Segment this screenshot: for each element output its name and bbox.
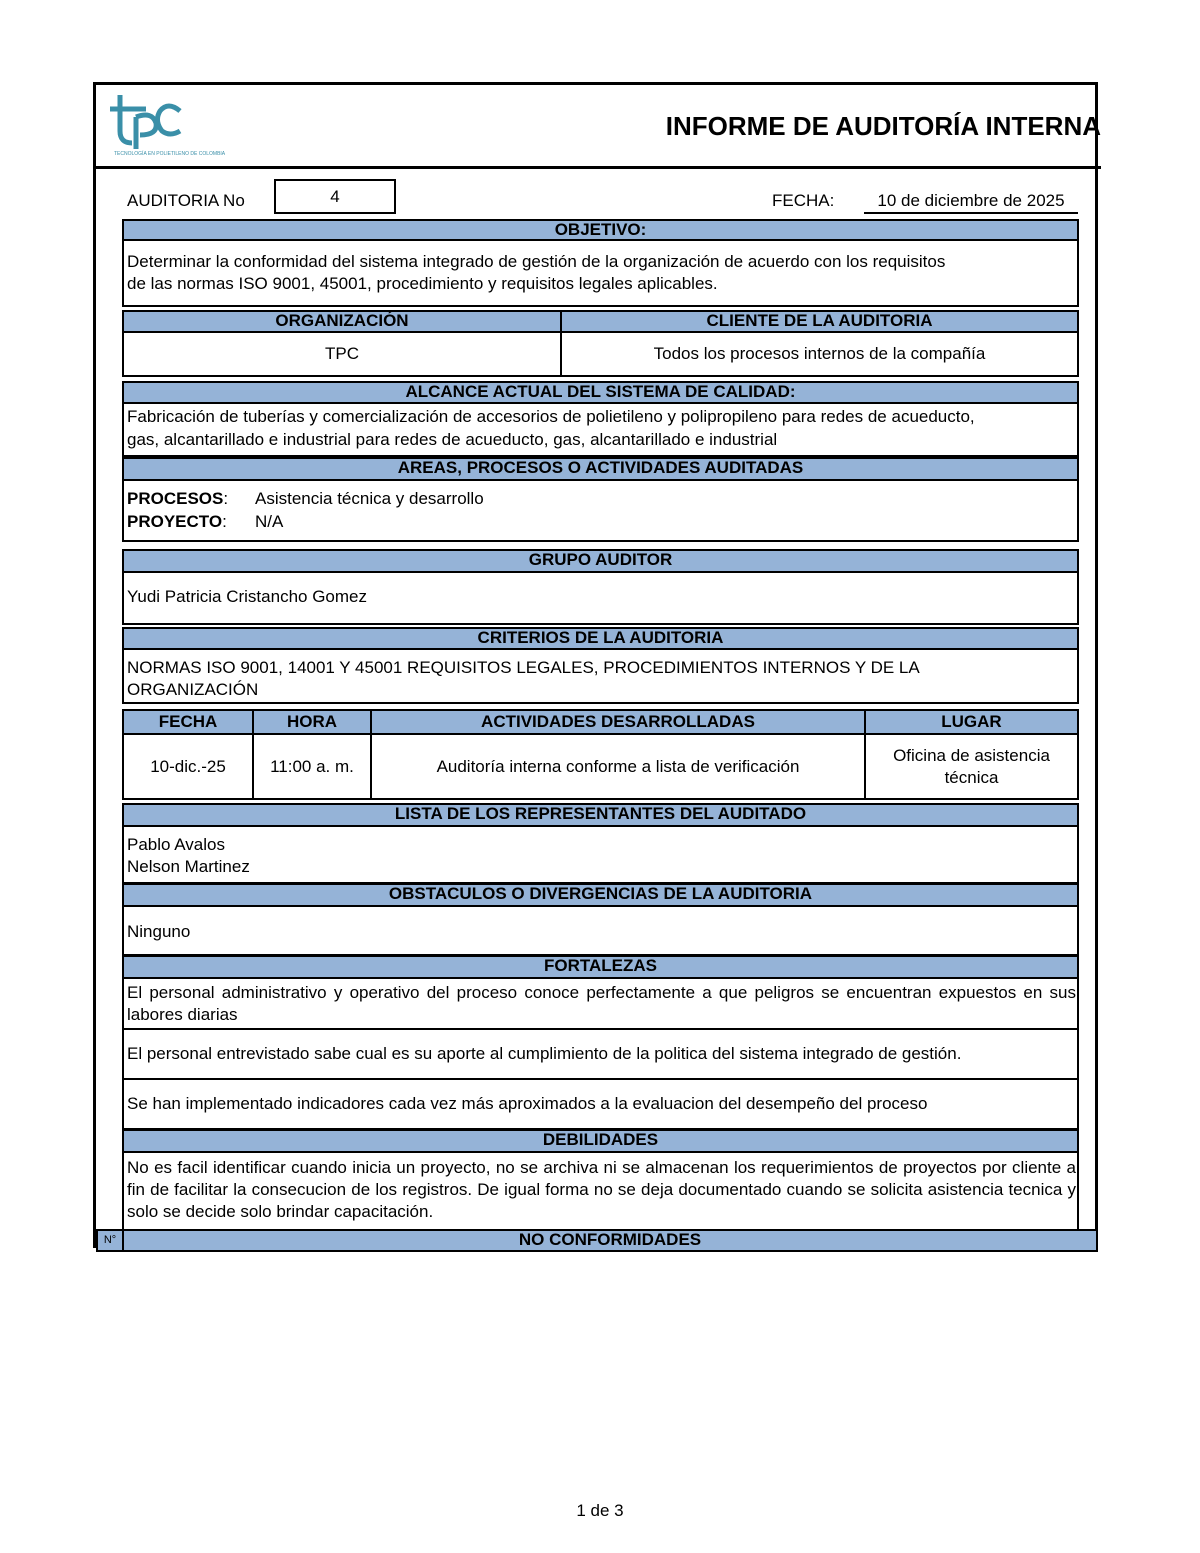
scope-line-1: Fabricación de tuberías y comercialización de accesorios de polietileno y polipropileno para redes de acueducto,: [127, 407, 975, 426]
representatives-box: [122, 825, 1079, 884]
representative-name: Pablo Avalos: [127, 835, 225, 854]
schedule-header-lugar: LUGAR: [864, 709, 1079, 735]
schedule-cell-hora: 11:00 a. m.: [252, 733, 372, 800]
organization-header: ORGANIZACIÓN: [122, 310, 562, 333]
nonconformity-number-header: N°: [96, 1229, 124, 1252]
strength-item: Se han implementado indicadores cada vez más aproximados a la evaluacion del desempeño del proceso: [127, 1094, 928, 1113]
schedule-header-actividades: ACTIVIDADES DESARROLLADAS: [370, 709, 866, 735]
scope-line-2: gas, alcantarillado e industrial para redes de acueducto, gas, alcantarillado e industrial: [127, 430, 778, 449]
strength-item: El personal entrevistado sabe cual es su aporte al cumplimiento de la politica del sistema integrado de gestión.: [127, 1044, 962, 1063]
weaknesses-value: No es facil identificar cuando inicia un proyecto, no se archiva ni se almacenan los requerimientos de proyectos por cliente a fin de facilitar la consecucion de los registros. De igual forma no se deja documentado cuando se solicita asistencia tecnica y solo se decide solo brindar capacitación.: [127, 1158, 1076, 1221]
procesos-label: PROCESOS:: [127, 489, 229, 508]
page-number: 1 de 3: [576, 1501, 624, 1520]
client-header: CLIENTE DE LA AUDITORIA: [560, 310, 1079, 333]
audit-number-label: AUDITORIA No: [127, 191, 245, 210]
obstacles-header: OBSTACULOS O DIVERGENCIAS DE LA AUDITORIA: [122, 883, 1079, 907]
organization-value: TPC: [122, 331, 562, 377]
areas-header: AREAS, PROCESOS O ACTIVIDADES AUDITADAS: [122, 457, 1079, 481]
scope-header: ALCANCE ACTUAL DEL SISTEMA DE CALIDAD:: [122, 381, 1079, 404]
report-header: [96, 85, 1101, 169]
representatives-header: LISTA DE LOS REPRESENTANTES DEL AUDITADO: [122, 803, 1079, 827]
report-title: INFORME DE AUDITORÍA INTERNA: [665, 111, 1101, 141]
audit-group-value: Yudi Patricia Cristancho Gomez: [127, 587, 367, 606]
obstacles-box: [122, 905, 1079, 956]
proyecto-value: N/A: [255, 512, 284, 531]
audit-date: 10 de diciembre de 2025: [864, 191, 1078, 214]
schedule-cell-actividad: Auditoría interna conforme a lista de verificación: [370, 733, 866, 800]
logo-subtitle: TECNOLOGÍA EN POLIETILENO DE COLOMBIA: [114, 151, 226, 157]
objective-header: OBJETIVO:: [122, 219, 1079, 241]
objective-line-2: de las normas ISO 9001, 45001, procedimiento y requisitos legales aplicables.: [127, 274, 718, 293]
schedule-cell-lugar: Oficina de asistencia técnica: [864, 733, 1079, 800]
proyecto-label: PROYECTO:: [127, 512, 227, 531]
date-label: FECHA:: [772, 191, 835, 210]
representative-name: Nelson Martinez: [127, 857, 250, 876]
schedule-cell-fecha: 10-dic.-25: [122, 733, 254, 800]
schedule-header-hora: HORA: [252, 709, 372, 735]
objective-line-1: Determinar la conformidad del sistema integrado de gestión de la organización de acuerdo con los requisitos: [127, 252, 946, 271]
schedule-header-fecha: FECHA: [122, 709, 254, 735]
nonconformities-header: NO CONFORMIDADES: [122, 1229, 1098, 1252]
tpc-logo-icon: [106, 91, 226, 163]
client-value: Todos los procesos internos de la compañía: [560, 331, 1079, 377]
weaknesses-header: DEBILIDADES: [122, 1129, 1079, 1153]
strength-item: El personal administrativo y operativo del proceso conoce perfectamente a que peligros se encuentran expuestos en sus labores diarias: [127, 983, 1076, 1024]
criteria-header: CRITERIOS DE LA AUDITORIA: [122, 627, 1079, 650]
audit-group-header: GRUPO AUDITOR: [122, 549, 1079, 573]
strengths-header: FORTALEZAS: [122, 955, 1079, 979]
obstacles-value: Ninguno: [127, 922, 191, 941]
procesos-value: Asistencia técnica y desarrollo: [255, 489, 484, 508]
audit-number-box: 4: [274, 179, 396, 214]
criteria-line-1: NORMAS ISO 9001, 14001 Y 45001 REQUISITOS LEGALES, PROCEDIMIENTOS INTERNOS Y DE LA: [127, 658, 920, 677]
criteria-line-2: ORGANIZACIÓN: [127, 680, 259, 699]
